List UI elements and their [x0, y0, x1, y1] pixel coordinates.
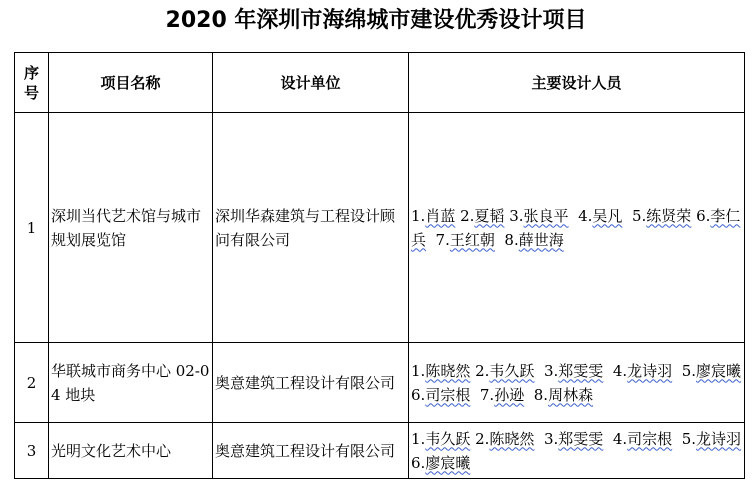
staff-index: 6.: [411, 429, 751, 472]
staff-name: 张良平: [523, 206, 569, 225]
staff-index: 3.: [504, 206, 524, 225]
staff-name: 廖宸曦: [696, 361, 742, 380]
staff-index: 4.: [568, 206, 593, 225]
row-project: 光明文化艺术中心: [49, 423, 213, 479]
staff-index: 8.: [524, 385, 549, 404]
staff-index: 1.: [411, 361, 426, 380]
staff-name: 夏韬: [474, 206, 505, 225]
row-unit: 奥意建筑工程设计有限公司: [213, 423, 409, 479]
staff-index: 8.: [494, 230, 519, 249]
staff-index: 3.: [534, 429, 559, 448]
row-project: 华联城市商务中心 02-04 地块: [49, 343, 213, 423]
staff-index: 4.: [603, 429, 628, 448]
staff-index: 6.: [691, 206, 711, 225]
row-unit: 深圳华森建筑与工程设计顾问有限公司: [213, 113, 409, 343]
table-row: [15, 343, 745, 423]
staff-name: 韦久跃: [425, 429, 471, 448]
row-seq: 2: [15, 343, 49, 423]
staff-index: 3.: [534, 361, 559, 380]
header-seq-line1: 序: [23, 63, 39, 82]
staff-name: 薛世海: [518, 230, 564, 249]
staff-index: 4.: [603, 361, 628, 380]
staff-name: 肖蓝: [425, 206, 456, 225]
row-unit: 奥意建筑工程设计有限公司: [213, 343, 409, 423]
staff-index: 1.: [411, 206, 426, 225]
header-unit: 设计单位: [213, 53, 409, 113]
header-seq-line2: 号: [23, 83, 39, 102]
table-header-row: [15, 53, 745, 113]
staff-name: 韦久跃: [489, 361, 535, 380]
staff-name: 周林森: [548, 385, 594, 404]
staff-name: 司宗根: [425, 385, 471, 404]
staff-index: 2.: [455, 206, 475, 225]
staff-name: 陈晓然: [425, 361, 471, 380]
staff-name: 王红朝: [449, 230, 495, 249]
header-project: 项目名称: [49, 53, 213, 113]
header-seq: [15, 53, 49, 113]
staff-name: 郑雯雯: [558, 429, 604, 448]
staff-name: 郑雯雯: [558, 361, 604, 380]
row-seq: 3: [15, 423, 49, 479]
row-project: 深圳当代艺术馆与城市规划展览馆: [49, 113, 213, 343]
staff-index: 2.: [470, 361, 490, 380]
staff-name: 吴凡: [592, 206, 623, 225]
row-staff: [409, 423, 751, 479]
staff-name: 孙逊: [494, 385, 525, 404]
staff-name: 陈晓然: [489, 429, 535, 448]
staff-index: 2.: [470, 429, 490, 448]
row-seq: 1: [15, 113, 49, 343]
staff-index: 5.: [672, 361, 697, 380]
staff-name: 龙诗羽: [696, 429, 742, 448]
staff-index: 7.: [426, 230, 450, 249]
staff-name: 廖宸曦: [425, 453, 471, 472]
header-staff: 主要设计人员: [409, 53, 745, 113]
table-row: [15, 113, 745, 343]
staff-index: 1.: [411, 429, 426, 448]
row-staff: [409, 113, 745, 343]
projects-table: [14, 52, 751, 479]
staff-index: 6.: [411, 361, 751, 404]
row-staff: [409, 343, 751, 423]
staff-index: 7.: [470, 385, 495, 404]
staff-name: 李仁兵: [411, 206, 741, 249]
staff-name: 练贤荣: [646, 206, 692, 225]
staff-index: 5.: [622, 206, 647, 225]
page-title: 2020 年深圳市海绵城市建设优秀设计项目: [165, 8, 587, 33]
staff-name: 司宗根: [627, 429, 673, 448]
table-row: [15, 423, 745, 479]
staff-name: 龙诗羽: [627, 361, 673, 380]
staff-index: 5.: [672, 429, 697, 448]
